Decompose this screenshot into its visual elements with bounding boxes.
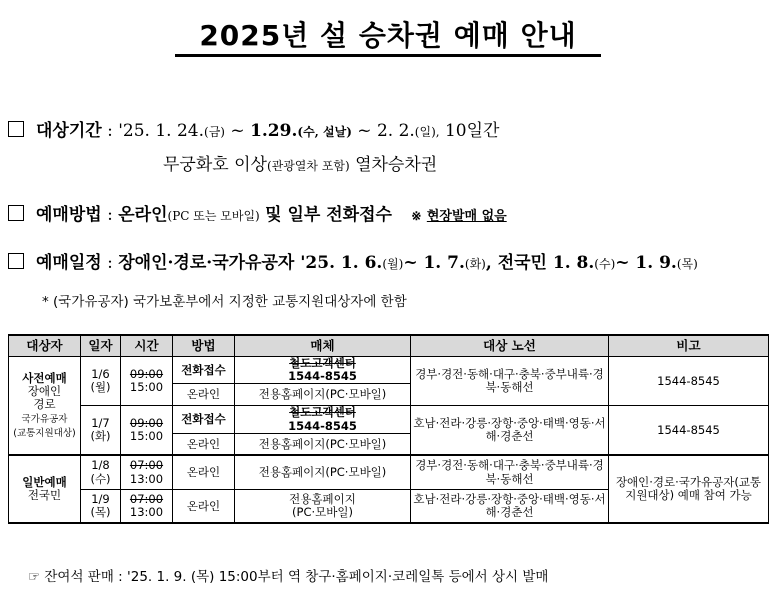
checkbox-icon bbox=[8, 121, 24, 137]
checkbox-icon bbox=[8, 205, 24, 221]
header-time: 시간 bbox=[121, 335, 173, 357]
footnote: * (국가유공자) 국가보훈부에서 지정한 교통지원대상자에 한함 bbox=[42, 294, 407, 310]
footer-note: ☞ 잔여석 판매 : '25. 1. 9. (목) 15:00부터 역 창구·홈페이지·코레일톡 등에서 상시 발매 bbox=[28, 569, 549, 585]
header-route: 대상 노선 bbox=[411, 335, 609, 357]
header-note: 비고 bbox=[609, 335, 769, 357]
header-date: 일자 bbox=[81, 335, 121, 357]
header-method: 방법 bbox=[173, 335, 235, 357]
table-row: 일반예매 전국민 1/8 (수) 07:00 13:00 온라인 전용홈페이지(PC·모바일) 경부·경전·동해·대구·충북·중부내륙·경북·동해선 장애인·경로·국가유공자(교통지원대상) 예매 참여 가능 bbox=[9, 455, 769, 489]
schedule-line: 예매일정 : 장애인·경로·국가유공자 '25. 1. 6.(월)~ 1. 7.(화), 전국민 1. 8.(수)~ 1. 9.(목) bbox=[8, 248, 698, 273]
method-line: 예매방법 : 온라인(PC 또는 모바일) 및 일부 전화접수 ※ 현장발매 없음 bbox=[8, 200, 507, 225]
checkbox-icon bbox=[8, 253, 24, 269]
header-media: 매체 bbox=[235, 335, 411, 357]
general-reservation-cell: 일반예매 전국민 bbox=[9, 455, 81, 523]
period-sub: 무궁화호 이상(관광열차 포함) 열차승차권 bbox=[163, 155, 438, 175]
page-title: 2025년 설 승차권 예매 안내 bbox=[0, 14, 776, 54]
table-row: 1/7 (화) 09:00 15:00 전화접수 철도고객센터 1544-8545 호남·전라·강릉·장항·중앙·태백·영동·서해·경춘선 1544-8545 bbox=[9, 406, 769, 433]
table-row: 1/9 (목) 07:00 13:00 온라인 전용홈페이지 (PC·모바일) 호남·전라·강릉·장항·중앙·태백·영동·서해·경춘선 bbox=[9, 489, 769, 523]
schedule-table bbox=[8, 334, 769, 524]
table-row: 사전예매 장애인 경로 국가유공자 (교통지원대상) 1/6 (월) 09:00 15:00 전화접수 철도고객센터 1544-8545 경부·경전·동해·대구·충북·중부내륙·경북·동해선 1544-8545 bbox=[9, 357, 769, 384]
table-row: 온라인 전용홈페이지(PC·모바일) bbox=[9, 433, 769, 455]
table-header bbox=[9, 335, 769, 357]
table-row: 온라인 전용홈페이지(PC·모바일) bbox=[9, 384, 769, 406]
header-target: 대상자 bbox=[9, 335, 81, 357]
period-line: 대상기간 : '25. 1. 24.(금) ~ 1.29.(수, 설날) ~ 2. 2.(일), 10일간 bbox=[8, 116, 499, 141]
pre-reservation-cell: 사전예매 장애인 경로 국가유공자 (교통지원대상) bbox=[9, 357, 81, 456]
